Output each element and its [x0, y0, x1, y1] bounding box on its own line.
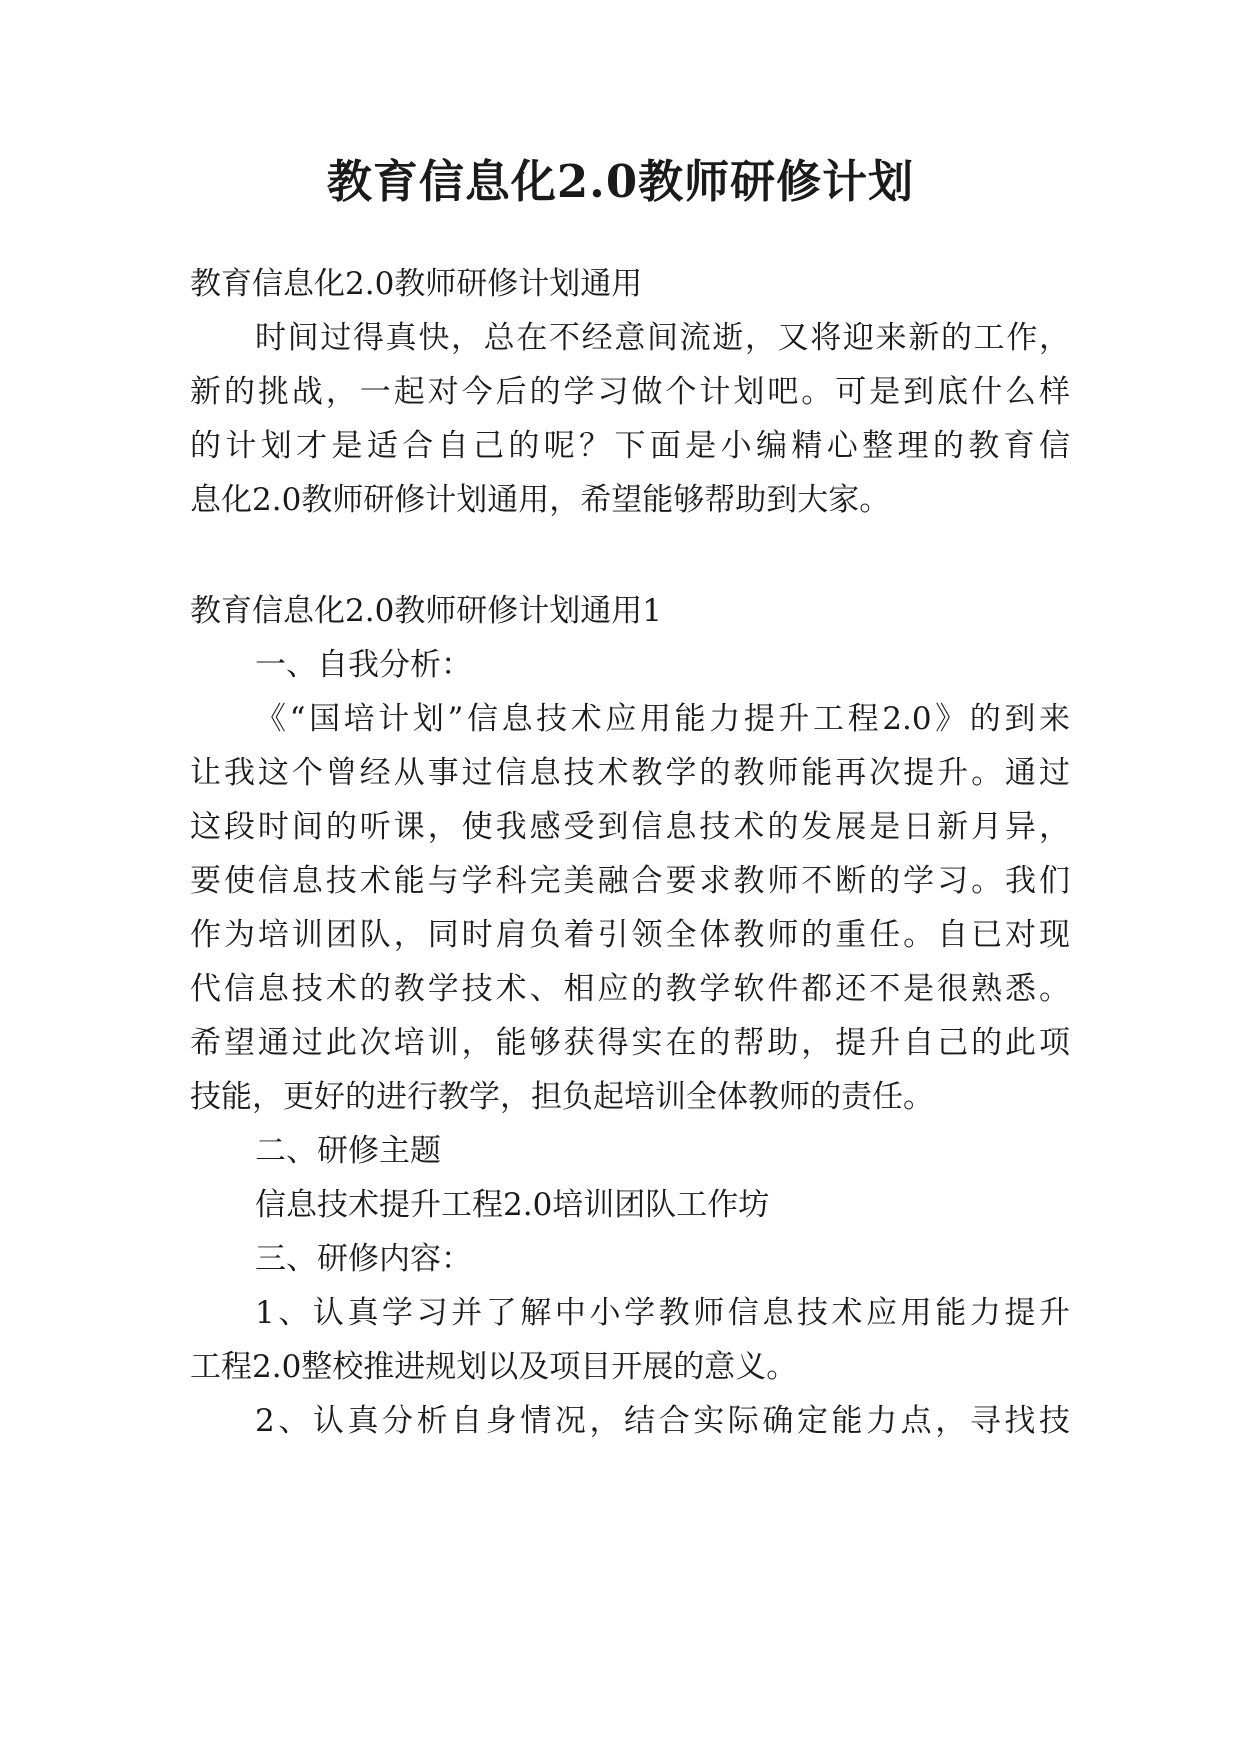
paragraph-line: 要使信息技术能与学科完美融合要求教师不断的学习。我们	[190, 863, 1070, 899]
topic-text: 信息技术提升工程2.0培训团队工作坊	[255, 1187, 770, 1223]
paragraph-line: 息化2.0教师研修计划通用，希望能够帮助到大家。	[190, 482, 891, 518]
paragraph-line: 这段时间的听课，使我感受到信息技术的发展是日新月异，	[190, 809, 1070, 845]
heading-self-analysis: 一、自我分析：	[255, 647, 472, 683]
paragraph-line: 技能，更好的进行教学，担负起培训全体教师的责任。	[190, 1079, 934, 1115]
document-title: 教育信息化2.0教师研修计划	[326, 155, 915, 208]
subtitle-line: 教育信息化2.0教师研修计划通用	[190, 266, 643, 302]
list-item-line: 2、认真分析自身情况，结合实际确定能力点，寻找技	[255, 1403, 1070, 1439]
heading-topic: 二、研修主题	[255, 1133, 441, 1169]
paragraph-line: 希望通过此次培训，能够获得实在的帮助，提升自己的此项	[190, 1025, 1070, 1061]
heading-content: 三、研修内容：	[255, 1241, 472, 1277]
paragraph-line: 新的挑战，一起对今后的学习做个计划吧。可是到底什么样	[190, 374, 1070, 410]
paragraph-line: 的计划才是适合自己的呢？下面是小编精心整理的教育信	[190, 428, 1070, 464]
paragraph-line: 时间过得真快，总在不经意间流逝，又将迎来新的工作，	[255, 320, 1070, 356]
list-item-line: 工程2.0整校推进规划以及项目开展的意义。	[190, 1349, 798, 1385]
paragraph-line: 作为培训团队，同时肩负着引领全体教师的重任。自已对现	[190, 917, 1070, 953]
paragraph-line: 代信息技术的教学技术、相应的教学软件都还不是很熟悉。	[190, 971, 1070, 1007]
section-heading: 教育信息化2.0教师研修计划通用1	[190, 593, 663, 629]
list-item-line: 1、认真学习并了解中小学教师信息技术应用能力提升	[255, 1295, 1070, 1331]
paragraph-line: 让我这个曾经从事过信息技术教学的教师能再次提升。通过	[190, 755, 1070, 791]
paragraph-line: 《“国培计划”信息技术应用能力提升工程2.0》的到来	[255, 701, 1070, 737]
